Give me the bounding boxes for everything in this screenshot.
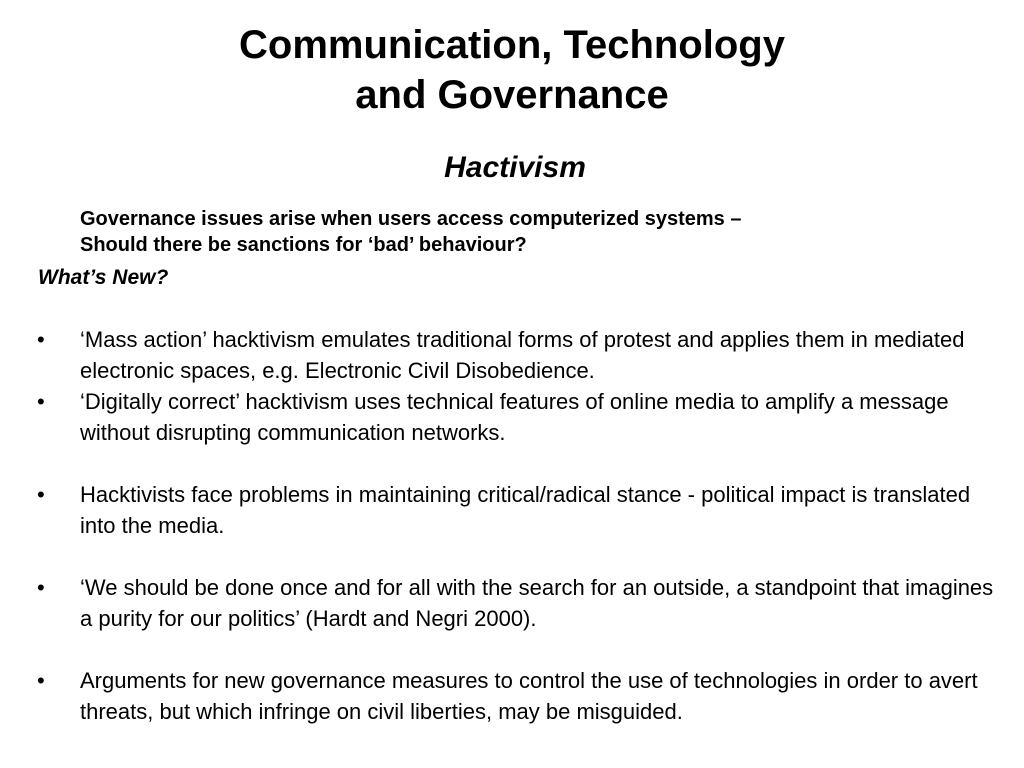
bullet-item <box>0 572 1000 634</box>
bullet-text: Arguments for new governance measures to control the use of technologies in order to avert threats, but which infringe on civil liberties, may be misguided. <box>80 668 978 724</box>
bullet-item <box>0 324 1000 386</box>
bullet-text: ‘We should be done once and for all with the search for an outside, a standpoint that imagines a purity for our politics’ (Hardt and Negri 2000). <box>80 575 994 631</box>
section-heading: What’s New? <box>38 266 169 289</box>
bullet-text: Hacktivists face problems in maintaining critical/radical stance - political impact is translated into the media. <box>80 482 971 538</box>
slide-title-line-2: and Governance <box>355 73 669 117</box>
bullet-item <box>0 386 1000 448</box>
bullet-text: ‘Digitally correct’ hacktivism uses technical features of online media to amplify a message without disrupting communication networks. <box>80 389 949 445</box>
bullet-icon: • <box>37 389 45 414</box>
bullet-item <box>0 665 1000 727</box>
slide-subtitle: Hactivism <box>444 151 586 184</box>
bullet-icon: • <box>37 482 45 507</box>
intro-line-2: Should there be sanctions for ‘bad’ behaviour? <box>80 234 527 256</box>
intro-text <box>80 206 980 258</box>
bullet-icon: • <box>37 575 45 600</box>
bullet-icon: • <box>37 668 45 693</box>
slide-title <box>0 20 1024 120</box>
bullet-list <box>0 324 1024 727</box>
slide-title-line-1: Communication, Technology <box>239 23 785 67</box>
bullet-item <box>0 479 1000 541</box>
intro-line-1: Governance issues arise when users access computerized systems – <box>80 208 742 230</box>
bullet-text: ‘Mass action’ hacktivism emulates traditional forms of protest and applies them in mediated electronic spaces, e.g. Electronic Civil Disobedience. <box>80 327 965 383</box>
bullet-icon: • <box>37 327 45 352</box>
